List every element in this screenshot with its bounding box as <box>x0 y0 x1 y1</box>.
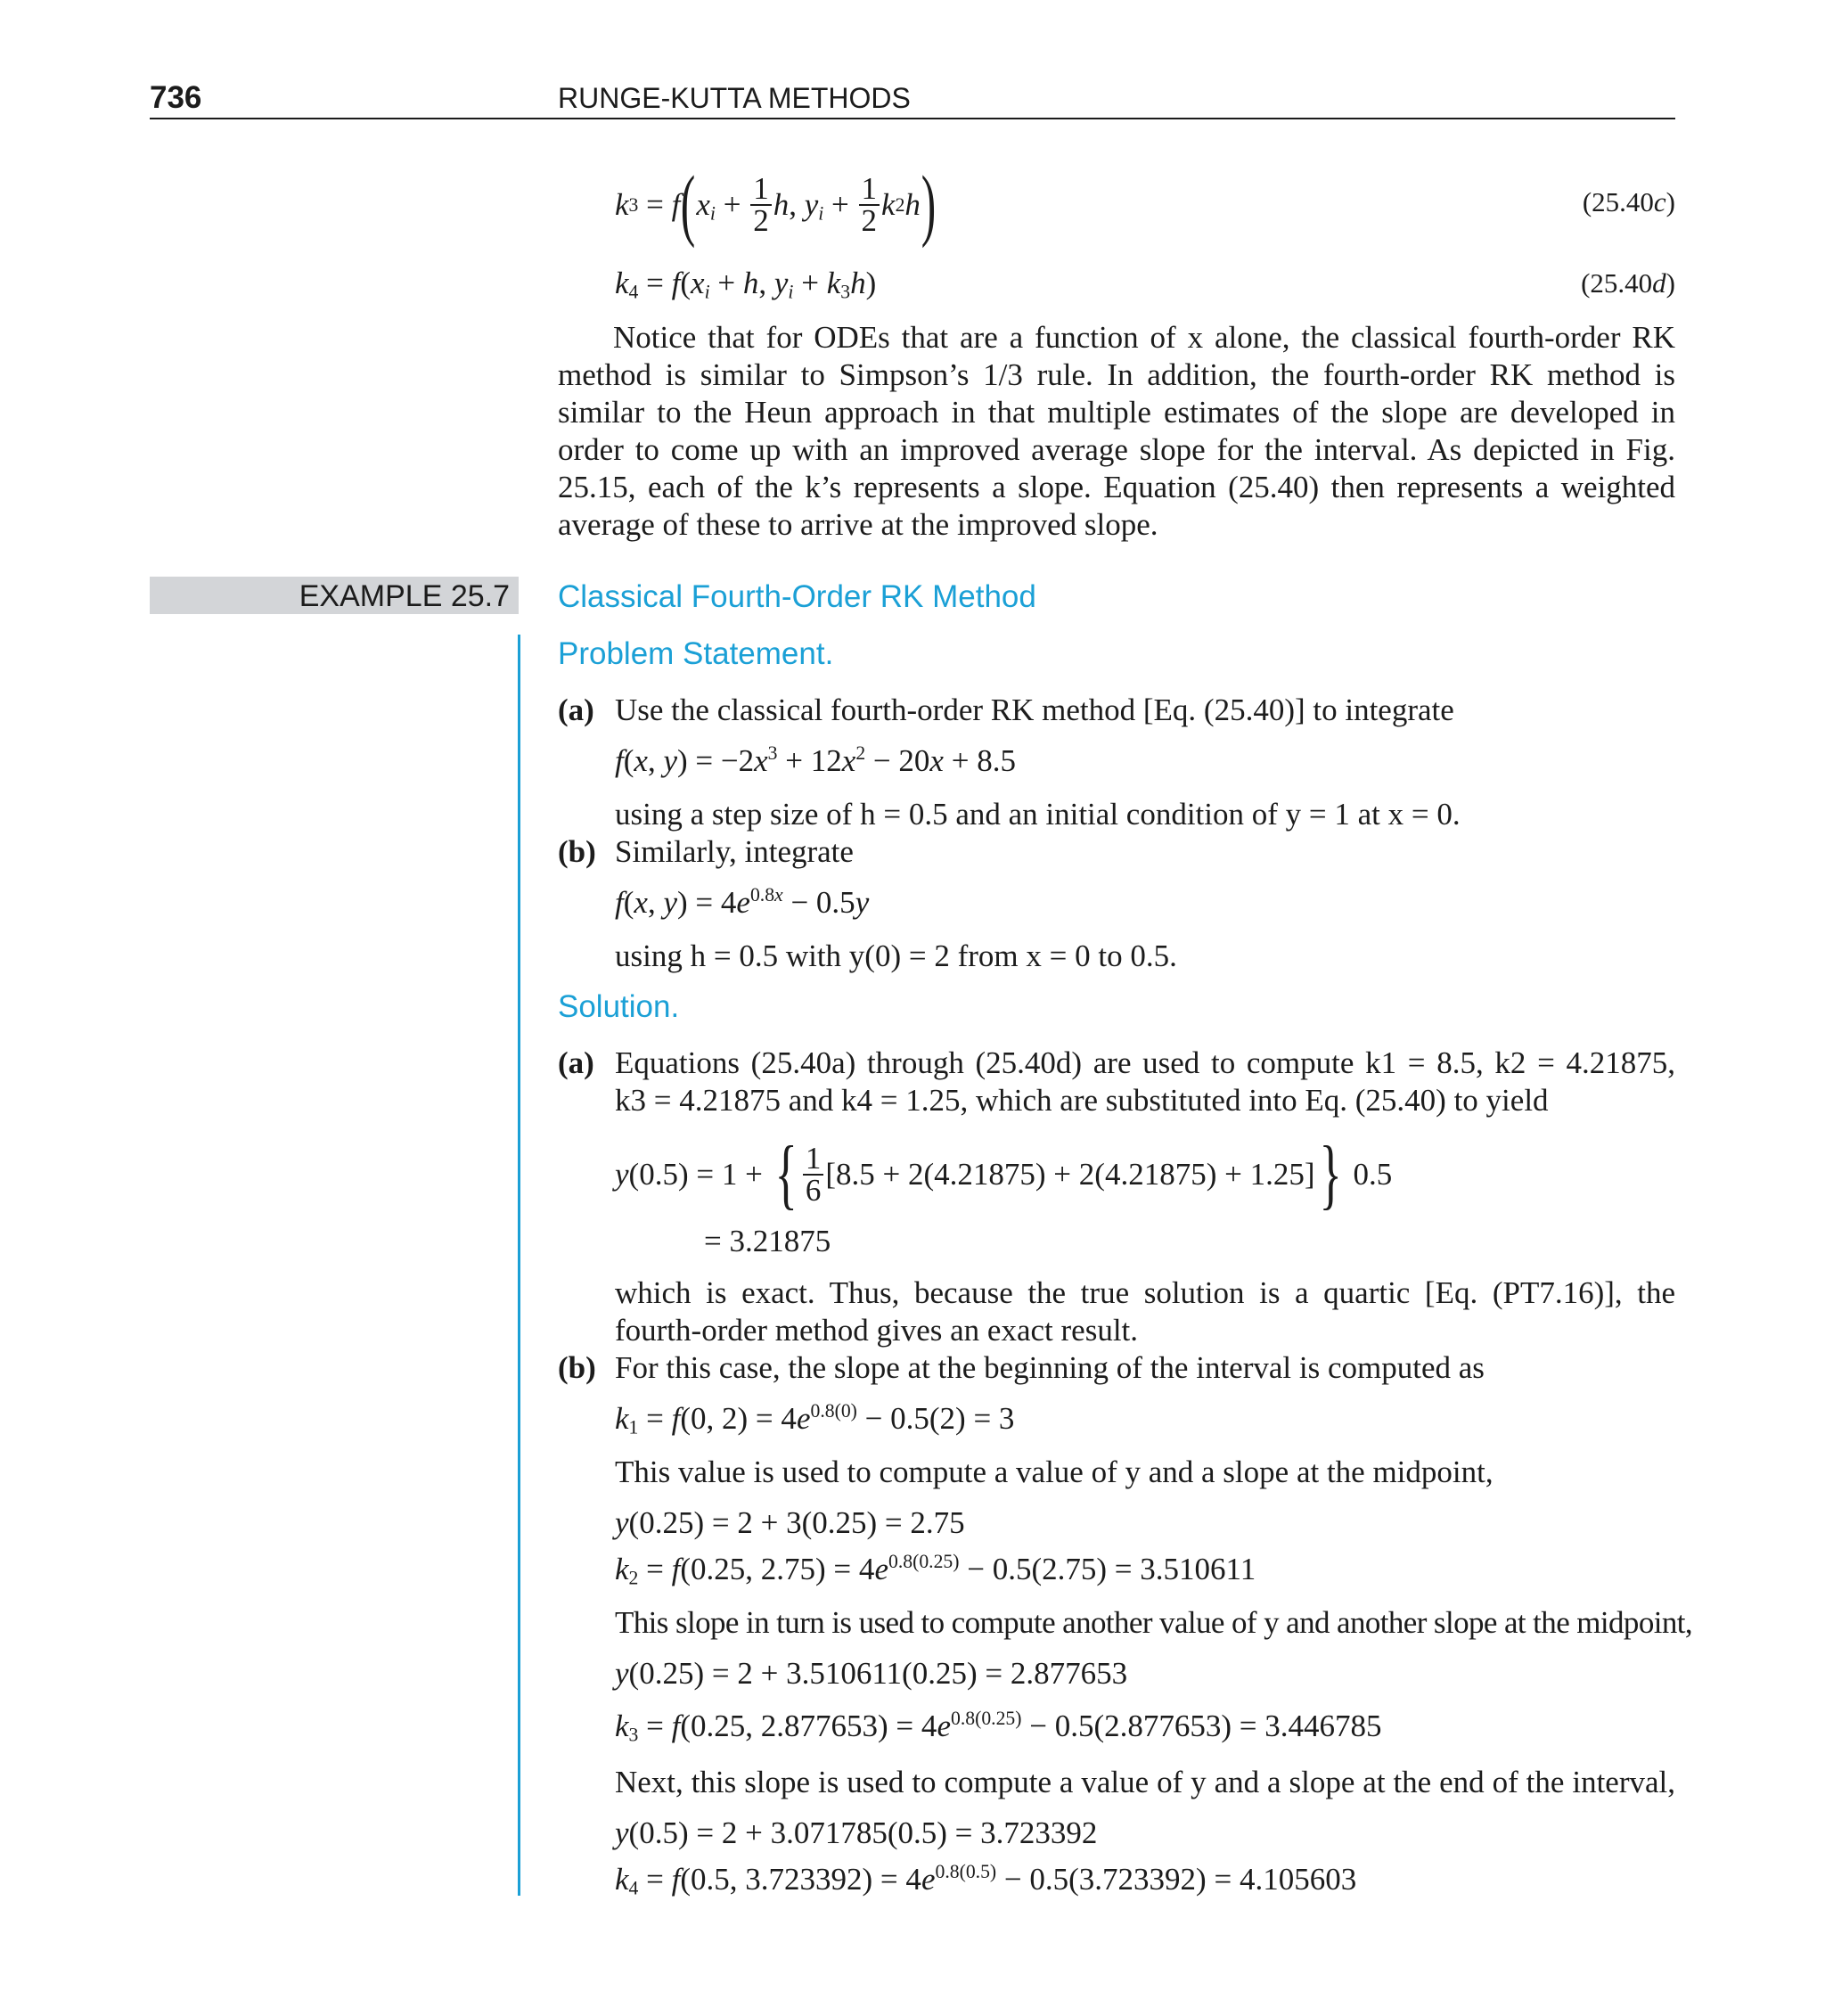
equation-y025-b: y(0.25) = 2 + 3.510611(0.25) = 2.877653 <box>615 1656 1128 1691</box>
equation-k3: k 3 = f ( $x_i$ + $\frac{1}{2}$ h , $y_i$ + $\frac{1}{2}$ k 2 h ) (25.40c) <box>615 160 1675 249</box>
solution-a-conclusion: which is exact. Thus, because the true solution is a quartic [Eq. (PT7.16)], the fourth-order method gives an exact result. <box>615 1275 1675 1348</box>
fraction-denominator: 2 <box>753 203 769 238</box>
solution-b-label: (b) <box>558 1350 596 1385</box>
end-interval-text: Next, this slope is used to compute a value of y and a slope at the end of the interval, <box>615 1765 1675 1799</box>
equation-fxy-b: f(x, $y) = 4e^{0.8x} - 0.5y$ <box>615 883 870 920</box>
equation-k3-value: $k_3 = f(0.25$, $2.877653) = 4e^{0.8(0.25)} - 0.5(2.877653) = 3.446785$ <box>615 1707 1382 1746</box>
equation-y05-end: y(0.5) = 2 + 3.071785(0.5) = 3.723392 <box>615 1815 1098 1850</box>
problem-b-after: using h = 0.5 with y(0) = 2 from x = 0 to 0.5. <box>615 938 1177 973</box>
intro-paragraph: Notice that for ODEs that are a function of x alone, the classical fourth-order RK method is similar to Simpson’s 1/3 rule. In addition, the fourth-order RK method is similar to the Heun approach in that multiple estimates of the slope are developed in order to come up with an improved average slope for the interval. As depicted in Fig. 25.15, each of the k’s represents a slope. Equation (25.40) then represents a weighted average of these to arrive at the improved slope. <box>558 320 1675 542</box>
y05-step: 0.5 <box>1353 1157 1393 1192</box>
fraction-denominator: 2 <box>861 203 878 238</box>
equation-y05: y (0.5) = 1 + { $\frac{1}{6}$ [8.5 + 2(4.21875) + 2(4.21875) + 1.25] } 0.5 <box>615 1131 1393 1217</box>
example-label: EXAMPLE 25.7 <box>299 579 510 613</box>
fraction-numerator: 1 <box>859 174 880 206</box>
running-title: RUNGE-KUTTA METHODS <box>558 82 911 114</box>
solution-heading: Solution. <box>558 989 680 1024</box>
equation-k2: $k_2 = f(0.25$, $2.75) = 4e^{0.8(0.25)} - 0.5(2.75) = 3.510611$ <box>615 1550 1256 1589</box>
midpoint-1-text: This value is used to compute a value of y and a slope at the midpoint, <box>615 1455 1494 1489</box>
problem-a-label: (a) <box>558 692 594 727</box>
y05-result: = 3.21875 <box>704 1224 831 1258</box>
header-rule <box>150 118 1675 119</box>
problem-a-after: using a step size of h = 0.5 and an initial condition of y = 1 at x = 0. <box>615 797 1461 832</box>
problem-a-text: Use the classical fourth-order RK method [Eq. (25.40)] to integrate <box>615 692 1454 727</box>
problem-b-text: Similarly, integrate <box>615 834 854 869</box>
solution-a-text-1: Equations (25.40a) through (25.40d) are used to compute k1 = 8.5, k2 = 4.21875, <box>615 1045 1675 1080</box>
y05-bracket-terms: [8.5 + 2(4.21875) + 2(4.21875) + 1.25] <box>825 1157 1315 1192</box>
equation-number: (25.40d) <box>1581 267 1675 299</box>
problem-heading: Problem Statement. <box>558 636 834 671</box>
equation-fxy-a: f(x, $y) = -2x^3 + 12x^2 - 20x + 8.5$ <box>615 742 1016 778</box>
equation-k1: $k_1 = f(0$, $2) = 4e^{0.8(0)} - 0.5(2) = 3$ <box>615 1399 1015 1438</box>
page-number: 736 <box>150 80 202 115</box>
solution-b-text: For this case, the slope at the beginning of the interval is computed as <box>615 1350 1485 1385</box>
solution-a-label: (a) <box>558 1045 594 1080</box>
midpoint-2-text: This slope in turn is used to compute another value of y and another slope at the midpoint, <box>615 1605 1693 1640</box>
equation-y025-a: y(0.25) = 2 + 3(0.25) = 2.75 <box>615 1505 965 1540</box>
fraction-numerator: 1 <box>750 174 772 206</box>
equation-number: (25.40c) <box>1582 186 1675 217</box>
problem-b-label: (b) <box>558 834 596 869</box>
example-title: Classical Fourth-Order RK Method <box>558 579 1036 614</box>
example-side-rule <box>518 635 520 1896</box>
solution-a-text-2: k3 = 4.21875 and k4 = 1.25, which are substituted into Eq. (25.40) to yield <box>615 1083 1549 1118</box>
equation-k4: $k_4 = f(x_i + h$, $y_i + k_3h$) (25.40d) <box>615 266 1675 303</box>
equation-k4-value: $k_4 = f(0.5$, $3.723392) = 4e^{0.8(0.5)} - 0.5(3.723392) = 4.105603$ <box>615 1860 1357 1899</box>
